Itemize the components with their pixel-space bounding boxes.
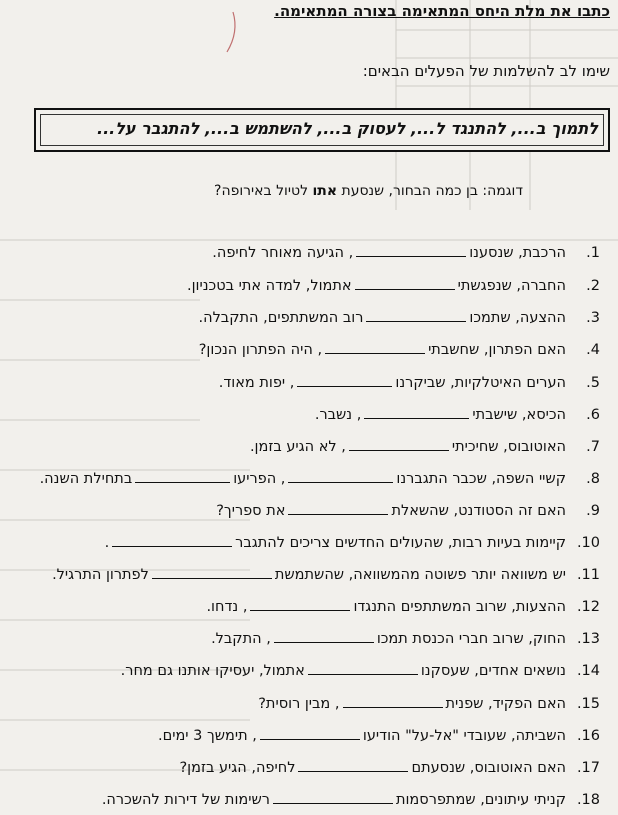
note-text: שימו לב להשלמות של הפעלים הבאים:	[362, 62, 610, 80]
item-text-after: לפתרון התרגיל.	[52, 567, 149, 583]
answer-blank[interactable]	[349, 438, 449, 451]
item-text-after: , התקבל.	[211, 631, 271, 647]
item-text-before: האם האוטובוס, שנסעתם	[411, 760, 566, 776]
item-text-after: , מבין רוסית?	[258, 696, 340, 712]
exercise-item	[0, 470, 600, 492]
exercise-item	[0, 277, 600, 299]
answer-blank[interactable]	[297, 374, 392, 387]
answer-blank[interactable]	[325, 341, 425, 354]
item-text-after: .	[104, 535, 110, 551]
answer-blank[interactable]	[250, 598, 350, 611]
item-number: 15.	[576, 696, 600, 712]
exercise-item	[0, 244, 600, 266]
answer-blank[interactable]	[273, 791, 393, 804]
item-text-after: את ספריך?	[216, 503, 286, 519]
exercise-item	[0, 695, 600, 717]
item-text-before: האם הפקיד, שפנית	[445, 696, 566, 712]
item-text-after: רוב המשתתפים, התקבלה.	[198, 310, 364, 326]
item-text-before: החברה, שנפגשתי	[457, 278, 566, 294]
exercise-item	[0, 759, 600, 781]
item-text-before: הערים האיטלקיות, שביקרנו	[395, 375, 566, 391]
item-text-before: קיימות בעיות רבות, שהעולים החדשים צריכים להתגבר	[235, 535, 566, 551]
exercise-item	[0, 309, 600, 331]
item-text-before: ההצעות, שרוב המשתתפים התנגדו	[353, 599, 566, 615]
item-text-before: החוק, שרוב חברי הכנסת תמכו	[376, 631, 566, 647]
exercise-item	[0, 534, 600, 556]
exercise-item	[0, 791, 600, 813]
exercise-item	[0, 341, 600, 363]
item-text-after: , יפות מאוד.	[218, 375, 295, 391]
exercise-item	[0, 502, 600, 524]
exercise-item	[0, 727, 600, 749]
item-text-before: ההצעה, שתמכו	[469, 310, 566, 326]
item-text-after: , הפריעו	[233, 471, 286, 487]
item-text-before: קשיי השפה, שכבר התגברנו	[396, 471, 566, 487]
answer-blank[interactable]	[356, 244, 466, 257]
item-number: 7.	[586, 439, 600, 455]
answer-blank[interactable]	[112, 534, 232, 547]
exercise-item	[0, 566, 600, 588]
item-text-after: , תימשך 3 ימים.	[157, 728, 257, 744]
exercise-item	[0, 630, 600, 652]
instruction-heading: כתבו את מלת היחס המתאימה בצורה המתאימה.	[274, 2, 610, 20]
answer-blank[interactable]	[355, 277, 455, 290]
item-text-after: אתמול, יעסיקו אותנו גם מחר.	[120, 663, 305, 679]
exercise-item	[0, 662, 600, 684]
item-text-after: , לא הגיע בזמן.	[249, 439, 346, 455]
item-number: 1.	[586, 245, 600, 261]
item-number: 4.	[586, 342, 600, 358]
item-text-before: האם הפתרון, שחשבתי	[428, 342, 566, 358]
item-number: 10.	[576, 535, 600, 551]
item-number: 13.	[576, 631, 600, 647]
item-text-before: הכיסא, שישבתי	[472, 407, 566, 423]
item-text-after: , היה הפתרון הנכון?	[198, 342, 323, 358]
item-text-before: האוטובוס, שחיכיתי	[451, 439, 566, 455]
item-text-after: , נדחו.	[206, 599, 248, 615]
item-number: 9.	[586, 503, 600, 519]
item-text-before: נושאים אחדים, שעסקנו	[420, 663, 566, 679]
item-text-before: יש משוואה יותר פשוטה מהמשוואה, שהשתמשת	[274, 567, 566, 583]
example-sentence	[23, 183, 523, 199]
item-text-after: , הגיעה מאוחר לחיפה.	[212, 245, 354, 261]
answer-blank[interactable]	[366, 309, 466, 322]
item-number: 3.	[586, 310, 600, 326]
item-text-after: , נשבר.	[314, 407, 362, 423]
item-number: 5.	[586, 375, 600, 391]
item-number: 8.	[586, 471, 600, 487]
exercise-item	[0, 374, 600, 396]
item-text-after: בתחילת השנה.	[39, 471, 133, 487]
example-suffix: לטיול באירופה?	[214, 183, 313, 199]
answer-blank[interactable]	[274, 630, 374, 643]
item-number: 17.	[576, 760, 600, 776]
item-text-before: האם זה הסטודנט, שהשאלת	[391, 503, 566, 519]
item-text-after: רשימות של דירות להשכרה.	[101, 792, 270, 808]
answer-blank[interactable]	[308, 662, 418, 675]
item-text-before: קניתי עיתונים, שמתפרסמות	[395, 792, 566, 808]
item-number: 12.	[576, 599, 600, 615]
answer-blank[interactable]	[152, 566, 272, 579]
item-number: 14.	[576, 663, 600, 679]
item-number: 16.	[576, 728, 600, 744]
example-bold-word: אתו	[312, 183, 338, 199]
exercise-item	[0, 406, 600, 428]
item-text-before: השביתה, שעובדי "אל-על" הודיעו	[362, 728, 566, 744]
answer-blank[interactable]	[343, 695, 443, 708]
answer-blank[interactable]	[288, 470, 393, 483]
item-text-after: לחיפה, הגיע בזמן?	[179, 760, 296, 776]
answer-blank[interactable]	[135, 470, 230, 483]
answer-blank[interactable]	[298, 759, 408, 772]
answer-blank[interactable]	[260, 727, 360, 740]
answer-blank[interactable]	[288, 502, 388, 515]
item-number: 18.	[576, 792, 600, 808]
item-text-before: הרכבת, שנסענו	[469, 245, 566, 261]
item-text-after: אתמול, למדה אתי בטכניון.	[186, 278, 352, 294]
exercise-item	[0, 438, 600, 460]
item-number: 6.	[586, 407, 600, 423]
exercise-item	[0, 598, 600, 620]
verbs-box-text: לתמוך ב..., להתנגד ל..., לעסוק ב..., להשתמש ב..., להתגבר על...	[97, 119, 598, 138]
item-number: 11.	[576, 567, 600, 583]
item-number: 2.	[586, 278, 600, 294]
example-prefix: דוגמה: בן כמה הבחור, שנסעת	[337, 183, 523, 199]
verbs-box	[34, 108, 610, 152]
answer-blank[interactable]	[364, 406, 469, 419]
